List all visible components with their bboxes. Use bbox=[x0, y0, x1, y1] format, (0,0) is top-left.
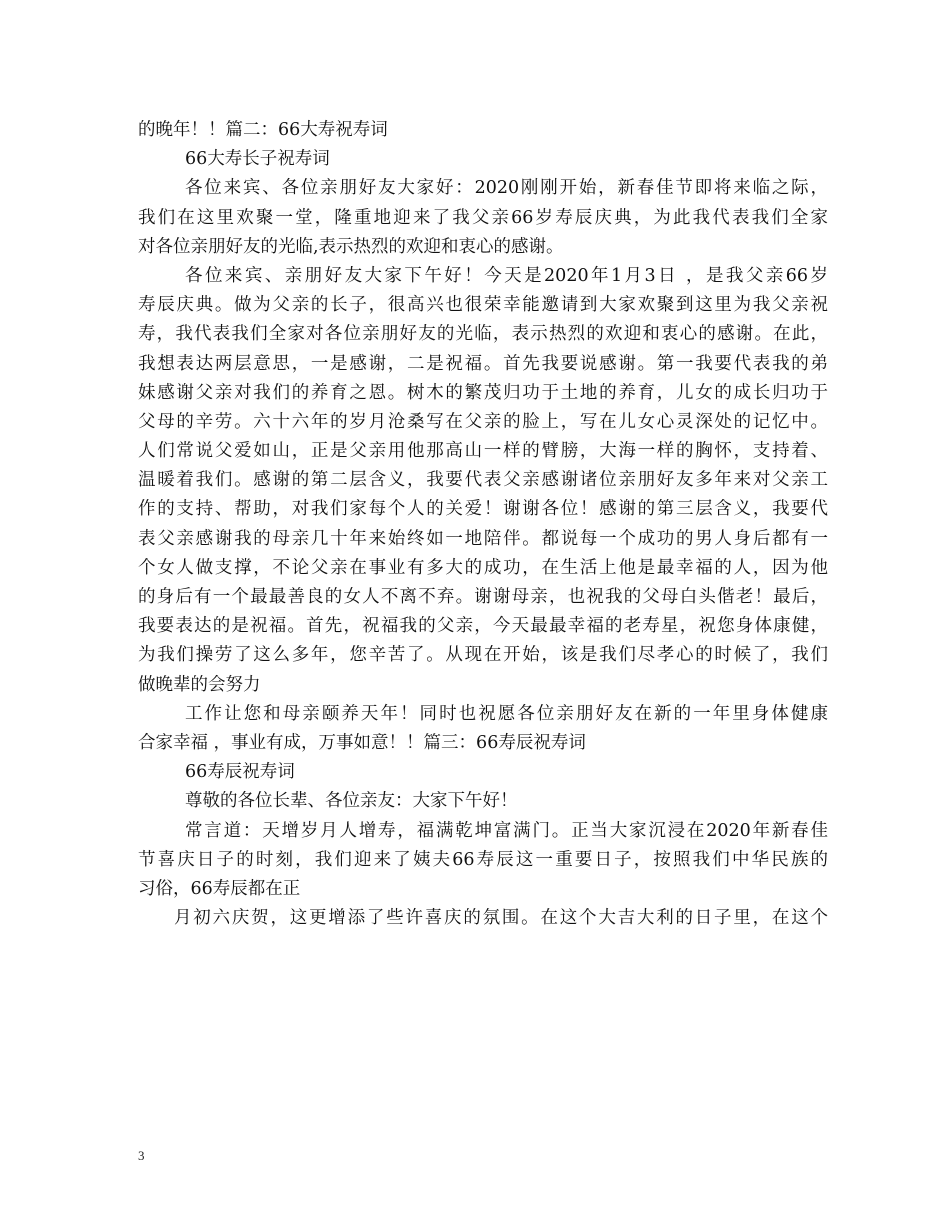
text-line: 各位来宾、各位亲朋好友大家好：2020刚刚开始，新春佳节即将来临之际， bbox=[185, 178, 828, 199]
text-line: 表父亲感谢我的母亲几十年来始终如一地陪伴。都说每一个成功的男人身后都有一 bbox=[138, 528, 828, 549]
text-line: 66寿辰祝寿词 bbox=[185, 762, 295, 783]
text-line: 常言道：天增岁月人增寿，福满乾坤富满门。正当大家沉浸在2020年新春佳 bbox=[185, 820, 828, 841]
text-line: 的身后有一个最最善良的女人不离不弃。谢谢母亲，也祝我的父母白头偕老！最后， bbox=[138, 587, 828, 607]
text-line: 个女人做支撑，不论父亲在事业有多大的成功，在生活上他是最幸福的人，因为他 bbox=[138, 557, 828, 578]
text-line: 我要表达的是祝福。首先，祝福我的父亲，今天最最幸福的老寿星，祝您身体康健， bbox=[138, 616, 828, 637]
text-line: 妹感谢父亲对我们的养育之恩。树木的繁茂归功于土地的养育，儿女的成长归功于 bbox=[138, 382, 828, 403]
text-line: 合家幸福 ，事业有成，万事如意！！篇三：66寿辰祝寿词 bbox=[138, 732, 586, 753]
document-body bbox=[138, 116, 828, 933]
text-line: 我们在这里欢聚一堂，隆重地迎来了我父亲66岁寿辰庆典，为此我代表我们全家 bbox=[138, 207, 828, 228]
text-line: 为我们操劳了这么多年，您辛苦了。从现在开始，该是我们尽孝心的时候了，我们 bbox=[138, 645, 828, 666]
text-line: 寿辰庆典。做为父亲的长子，很高兴也很荣幸能邀请到大家欢聚到这里为我父亲祝 bbox=[138, 295, 828, 316]
text-line: 作的支持、帮助，对我们家每个人的关爱！谢谢各位！感谢的第三层含义，我要代 bbox=[138, 499, 828, 520]
text-line: 66大寿长子祝寿词 bbox=[185, 149, 330, 170]
text-line: 节喜庆日子的时刻，我们迎来了姨夫66寿辰这一重要日子，按照我们中华民族的 bbox=[138, 849, 828, 870]
text-line: 各位来宾、亲朋好友大家下午好！今天是2020年1月3日 ，是我父亲66岁 bbox=[185, 265, 828, 286]
text-line: 人们常说父爱如山，正是父亲用他那高山一样的臂膀，大海一样的胸怀，支持着、 bbox=[138, 441, 828, 462]
text-line: 工作让您和母亲颐养天年！同时也祝愿各位亲朋好友在新的一年里身体健康 bbox=[185, 703, 828, 724]
text-line: 的晚年！！篇二：66大寿祝寿词 bbox=[138, 120, 388, 140]
text-line: 月初六庆贺，这更增添了些许喜庆的氛围。在这个大吉大利的日子里，在这个 bbox=[174, 908, 828, 929]
text-line: 对各位亲朋好友的光临,表示热烈的欢迎和衷心的感谢。 bbox=[138, 236, 564, 257]
text-line: 温暖着我们。感谢的第二层含义，我要代表父亲感谢诸位亲朋好友多年来对父亲工 bbox=[138, 470, 828, 491]
text-line: 我想表达两层意思，一是感谢，二是祝福。首先我要说感谢。第一我要代表我的弟 bbox=[138, 353, 828, 374]
text-line: 父母的辛劳。六十六年的岁月沧桑写在父亲的脸上，写在儿女心灵深处的记忆中。 bbox=[138, 411, 828, 432]
text-line: 做晚辈的会努力 bbox=[138, 674, 261, 695]
text-line: 寿，我代表我们全家对各位亲朋好友的光临，表示热烈的欢迎和衷心的感谢。在此， bbox=[138, 324, 828, 345]
text-line: 习俗，66寿辰都在正 bbox=[138, 878, 301, 899]
page-number: 3 bbox=[138, 1148, 145, 1163]
text-line: 尊敬的各位长辈、各位亲友：大家下午好！ bbox=[185, 791, 518, 812]
